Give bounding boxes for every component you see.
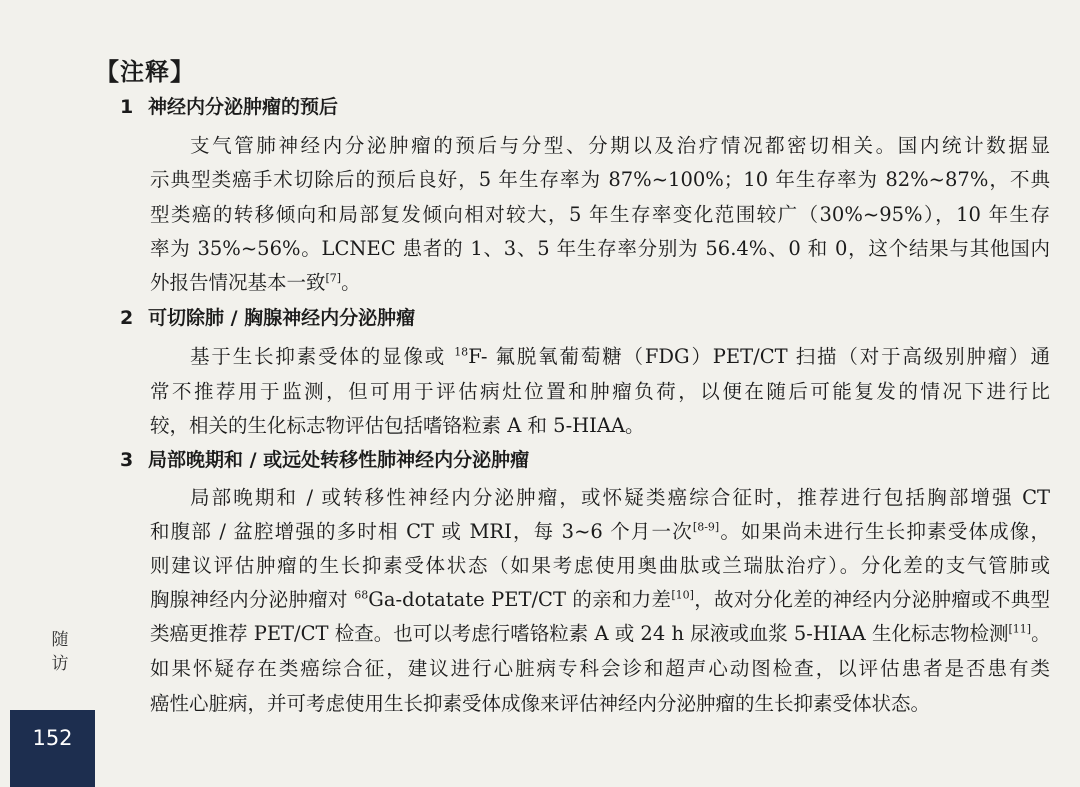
section-title-text: 神经内分泌肿瘤的预后 [148, 96, 339, 118]
paragraph-line: 常不推荐用于监测，但可用于评估病灶位置和肿瘤负荷，以便在随后可能复发的情况下进行比 [150, 380, 1050, 403]
chapter-side-label [50, 628, 70, 676]
citation: [10] [671, 588, 694, 602]
line-text: 和腹部 / 盆腔增强的多时相 CT 或 MRI，每 3~6 个月一次 [150, 520, 693, 543]
paragraph-line: 如果怀疑存在类癌综合征，建议进行心脏病专科会诊和超声心动图检查，以评估患者是否患有类 [150, 657, 1050, 680]
side-label-char: 随 [51, 630, 69, 650]
paragraph-line: 局部晚期和 / 或转移性神经内分泌肿瘤，或怀疑类癌综合征时，推荐进行包括胸部增强 CT [190, 486, 1050, 509]
isotope-superscript: 18 [454, 345, 469, 359]
citation: [7] [325, 271, 342, 285]
section-2-title [120, 303, 415, 330]
line-text: Ga-dotatate PET/CT 的亲和力差 [368, 588, 672, 611]
line-text: F- 氟脱氧葡萄糖（FDG）PET/CT 扫描（对于高级别肿瘤）通 [468, 345, 1050, 368]
line-text: 基于生长抑素受体的显像或 [190, 345, 455, 368]
citation: [8-9] [692, 520, 720, 534]
paragraph-line [150, 618, 1050, 646]
notes-heading: 【注释】 [95, 58, 195, 86]
page-number: 152 [32, 726, 73, 750]
paragraph-line: 率为 35%~56%。LCNEC 患者的 1、3、5 年生存率分别为 56.4%、0 和 0，这个结果与其他国内 [150, 237, 1050, 260]
paragraph-line: 示典型类癌手术切除后的预后良好，5 年生存率为 87%~100%；10 年生存率为 82%~87%，不典 [150, 168, 1050, 191]
section-number: 2 [120, 307, 134, 329]
paragraph-line: 支气管肺神经内分泌肿瘤的预后与分型、分期以及治疗情况都密切相关。国内统计数据显 [190, 134, 1050, 157]
paragraph-line [190, 341, 1050, 369]
section-3-title [120, 445, 529, 472]
citation: [11] [1008, 622, 1032, 636]
paragraph-line: 癌性心脏病，并可考虑使用生长抑素受体成像来评估神经内分泌肿瘤的生长抑素受体状态。 [150, 692, 931, 715]
paragraph-line: 较，相关的生化标志物评估包括嗜铬粒素 A 和 5-HIAA。 [150, 414, 645, 437]
line-text: 类癌更推荐 PET/CT 检查。也可以考虑行嗜铬粒素 A 或 24 h 尿液或血浆 5-HIAA 生化标志物检测 [150, 622, 1009, 645]
section-title-text: 局部晚期和 / 或远处转移性肺神经内分泌肿瘤 [148, 449, 530, 471]
line-text: 胸腺神经内分泌肿瘤对 [150, 588, 355, 611]
section-title-text: 可切除肺 / 胸腺神经内分泌肿瘤 [148, 307, 416, 329]
line-text: 。 [341, 271, 361, 294]
page-number-box [10, 710, 95, 787]
line-text: 。如果尚未进行生长抑素受体成像， [719, 520, 1050, 543]
line-text: 外报告情况基本一致 [150, 271, 326, 294]
side-label-char: 访 [51, 654, 69, 674]
section-number: 1 [120, 96, 134, 118]
paragraph-line [150, 584, 1050, 612]
paragraph-line [150, 267, 1050, 295]
paragraph-line: 则建议评估肿瘤的生长抑素受体状态（如果考虑使用奥曲肽或兰瑞肽治疗）。分化差的支气管肺或 [150, 554, 1050, 577]
line-text: ，故对分化差的神经内分泌肿瘤或不典型 [693, 588, 1050, 611]
paragraph-line [150, 516, 1050, 544]
isotope-superscript: 68 [354, 588, 369, 602]
section-number: 3 [120, 449, 134, 471]
section-1-title [120, 92, 338, 119]
line-text: 。 [1031, 622, 1051, 645]
paragraph-line: 型类癌的转移倾向和局部复发倾向相对较大，5 年生存率变化范围较广（30%~95%），10 年生存 [150, 203, 1050, 226]
